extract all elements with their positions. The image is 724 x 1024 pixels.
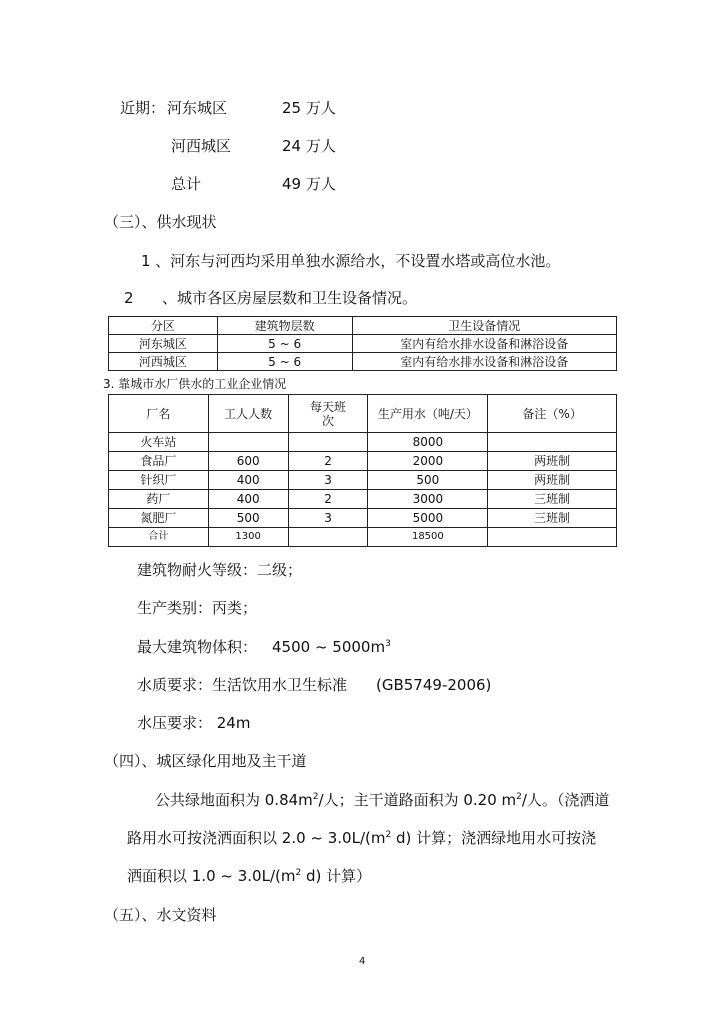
section4-paragraph-line2 <box>127 828 596 848</box>
table-cell: 3 <box>288 471 368 490</box>
population-name-0: 河东城区 <box>167 99 228 117</box>
table-cell: 两班制 <box>488 452 617 471</box>
superscript: 3 <box>385 639 391 649</box>
table-cell: 三班制 <box>488 490 617 509</box>
table-header-cell: 卫生设备情况 <box>352 317 616 335</box>
table-cell <box>288 528 368 547</box>
table-total-row <box>109 528 617 547</box>
table-cell <box>208 433 288 452</box>
table-cell: 三班制 <box>488 509 617 528</box>
industry-table <box>108 394 617 547</box>
table-row <box>109 335 617 353</box>
section3-item3: 3. 靠城市水厂供水的工业企业情况 <box>103 377 287 391</box>
table-row <box>109 471 617 490</box>
population-value-2: 49 万人 <box>282 175 336 193</box>
table-cell: 3000 <box>368 490 488 509</box>
superscript: 2 <box>385 830 392 840</box>
text-span: 洒面积以 1.0 ~ 3.0L/(m <box>127 867 296 885</box>
section3-item2-number: 2 <box>124 289 134 307</box>
section4-heading: （四）、城区绿化用地及主干道 <box>104 752 307 770</box>
table-header-row <box>109 317 617 335</box>
section4-paragraph-line1 <box>155 790 609 810</box>
page-number: 4 <box>359 956 366 967</box>
table-cell: 室内有给水排水设备和淋浴设备 <box>352 335 616 353</box>
section4-paragraph-line3 <box>127 866 371 886</box>
population-name-2: 总计 <box>171 175 202 193</box>
population-name-1: 河西城区 <box>171 137 232 155</box>
section3-item2-text: 、城市各区房屋层数和卫生设备情况。 <box>162 289 418 307</box>
table-cell <box>488 528 617 547</box>
table-cell: 5000 <box>368 509 488 528</box>
production-class: 生产类别：丙类； <box>137 599 258 617</box>
table-header-cell: 分区 <box>109 317 218 335</box>
text-span: d) 计算） <box>301 867 372 885</box>
housing-table <box>108 316 617 371</box>
table-header-cell: 厂名 <box>109 395 209 433</box>
text-span: /人；主干道路面积为 0.20 m <box>318 791 517 809</box>
max-volume-value <box>272 637 391 657</box>
table-cell: 18500 <box>368 528 488 547</box>
text-span: d) 计算；浇洒绿地用水可按浇 <box>391 829 597 847</box>
table-cell: 8000 <box>368 433 488 452</box>
max-volume-label: 最大建筑物体积： <box>137 638 258 656</box>
table-cell: 2 <box>288 490 368 509</box>
table-cell: 火车站 <box>109 433 209 452</box>
table-cell <box>488 433 617 452</box>
table-cell: 1300 <box>208 528 288 547</box>
table-cell: 合计 <box>109 528 209 547</box>
fire-rating: 建筑物耐火等级：二级； <box>137 561 303 579</box>
table-cell: 600 <box>208 452 288 471</box>
table-row <box>109 433 617 452</box>
table-header-cell: 建筑物层数 <box>217 317 352 335</box>
table-header-row <box>109 395 617 433</box>
table-cell: 2 <box>288 452 368 471</box>
table-row <box>109 353 617 371</box>
table-cell: 河东城区 <box>109 335 218 353</box>
text-span: 路用水可按浇洒面积以 2.0 ~ 3.0L/(m <box>127 829 386 847</box>
superscript: 2 <box>312 792 319 802</box>
text-span: 公共绿地面积为 0.84m <box>155 791 313 809</box>
superscript: 2 <box>295 868 302 878</box>
section5-heading: （五）、水文资料 <box>104 906 217 924</box>
table-cell: 500 <box>368 471 488 490</box>
table-cell: 针织厂 <box>109 471 209 490</box>
table-cell: 5 ~ 6 <box>217 353 352 371</box>
table-cell: 2000 <box>368 452 488 471</box>
water-quality: 水质要求：生活饮用水卫生标准 <box>137 676 348 694</box>
population-value-1: 24 万人 <box>282 137 336 155</box>
table-cell: 食品厂 <box>109 452 209 471</box>
table-header-cell: 备注（%） <box>488 395 617 433</box>
table-cell: 两班制 <box>488 471 617 490</box>
table-cell: 室内有给水排水设备和淋浴设备 <box>352 353 616 371</box>
table-row <box>109 509 617 528</box>
water-pressure: 水压要求： 24m <box>137 714 251 732</box>
water-quality-standard: (GB5749-2006) <box>376 676 492 694</box>
table-cell: 400 <box>208 471 288 490</box>
section3-item1: 1 、河东与河西均采用单独水源给水，不设置水塔或高位水池。 <box>141 252 561 270</box>
table-cell <box>288 433 368 452</box>
table-cell: 药厂 <box>109 490 209 509</box>
table-cell: 氮肥厂 <box>109 509 209 528</box>
table-cell: 3 <box>288 509 368 528</box>
table-header-cell: 生产用水（吨/天） <box>368 395 488 433</box>
near-term-label: 近期： <box>120 99 166 117</box>
table-cell: 5 ~ 6 <box>217 335 352 353</box>
table-cell: 河西城区 <box>109 353 218 371</box>
table-row <box>109 452 617 471</box>
text-span: /人。（浇洒道 <box>521 791 610 809</box>
superscript: 2 <box>516 792 522 802</box>
table-cell: 400 <box>208 490 288 509</box>
max-volume-number: 4500 ~ 5000m <box>272 638 386 656</box>
table-cell: 500 <box>208 509 288 528</box>
table-row <box>109 490 617 509</box>
table-header-cell: 工人人数 <box>208 395 288 433</box>
table-header-cell: 每天班次 <box>288 395 368 433</box>
population-value-0: 25 万人 <box>282 99 336 117</box>
section3-heading: （三）、供水现状 <box>104 213 217 231</box>
